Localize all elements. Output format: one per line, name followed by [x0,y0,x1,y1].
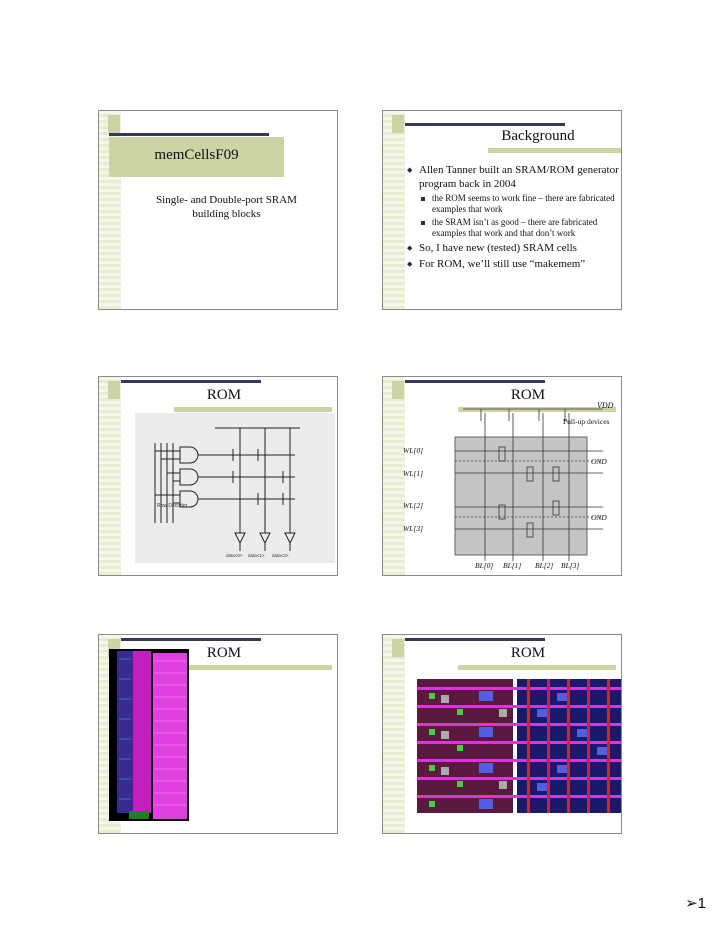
slide-title: ROM [206,387,242,403]
title-underline [174,407,332,412]
output-label: data<1> [248,553,265,558]
title-underline [458,665,616,670]
slide-title: ROM [206,645,242,661]
slide-corner-square [108,381,120,399]
wl-label: WL[1] [403,469,424,478]
wl-label: WL[3] [403,524,424,533]
output-label: data<0> [226,553,243,558]
slide-title: Background [501,128,575,144]
wl-label: WL[0] [403,446,424,455]
gnd-label: GND [591,513,607,522]
row-decoder-label: Row Decoder [157,503,188,509]
title-accent-bar [121,380,261,383]
rom-layout-tall-image [109,649,189,821]
bullet-item: ◆ Allen Tanner built an SRAM/ROM generator program back in 2004 the ROM seems to work fine – there are fabricated examples that work the SRAM isn’t as good – there are fabricated examples that work and that don’t work [407,163,619,239]
sub-bullet-item: the SRAM isn’t as good – there are fabricated examples that work and that don’t work [419,217,619,239]
bl-label: BL[0] [475,561,494,570]
rom-layout-image [417,679,621,813]
gnd-label: GND [591,457,607,466]
bl-label: BL[1] [503,561,522,570]
title-accent-bar [405,123,565,126]
title-underline [488,148,622,153]
title-accent-bar [405,638,545,641]
page-number: ➢1 [685,895,706,912]
title-accent-bar [121,638,261,641]
slide-corner-square [392,381,404,399]
bullet-item: ◆ So, I have new (tested) SRAM cells [407,241,619,255]
output-label: data<2> [272,553,289,558]
subtitle-line-1: Single- and Double-port SRAM [156,194,297,206]
slide-stripe [99,377,121,575]
slide-body [407,163,619,271]
title-accent-bar [405,380,545,383]
subtitle-line-2: building blocks [192,208,261,220]
bl-label: BL[3] [561,561,580,570]
slide-stripe [383,377,405,575]
title-underline [174,665,332,670]
slide-1 [98,110,338,310]
slide-5 [98,634,338,834]
slide-4 [382,376,622,576]
bullet-item: ◆ For ROM, we’ll still use “makemem” [407,257,619,271]
slide-stripe [383,111,405,309]
slide-title: memCellsF09 [154,147,239,163]
slide-3 [98,376,338,576]
slide-stripe [383,635,405,833]
slide-corner-square [392,115,404,133]
vdd-label: VDD [597,401,614,410]
wl-label: WL[2] [403,501,424,510]
title-accent-bar [109,133,269,136]
slide-2 [382,110,622,310]
slide-6 [382,634,622,834]
slide-title: ROM [510,645,546,661]
slide-corner-square [108,115,120,133]
slide-title: ROM [510,387,546,403]
slide-corner-square [392,639,404,657]
bl-label: BL[2] [535,561,554,570]
slide-subtitle [139,193,314,221]
rom-schematic-image [135,413,335,563]
sub-bullet-item: the ROM seems to work fine – there are fabricated examples that work [419,193,619,215]
rom-array-diagram [403,401,622,576]
pullup-label: Pull-up devices [563,417,610,426]
